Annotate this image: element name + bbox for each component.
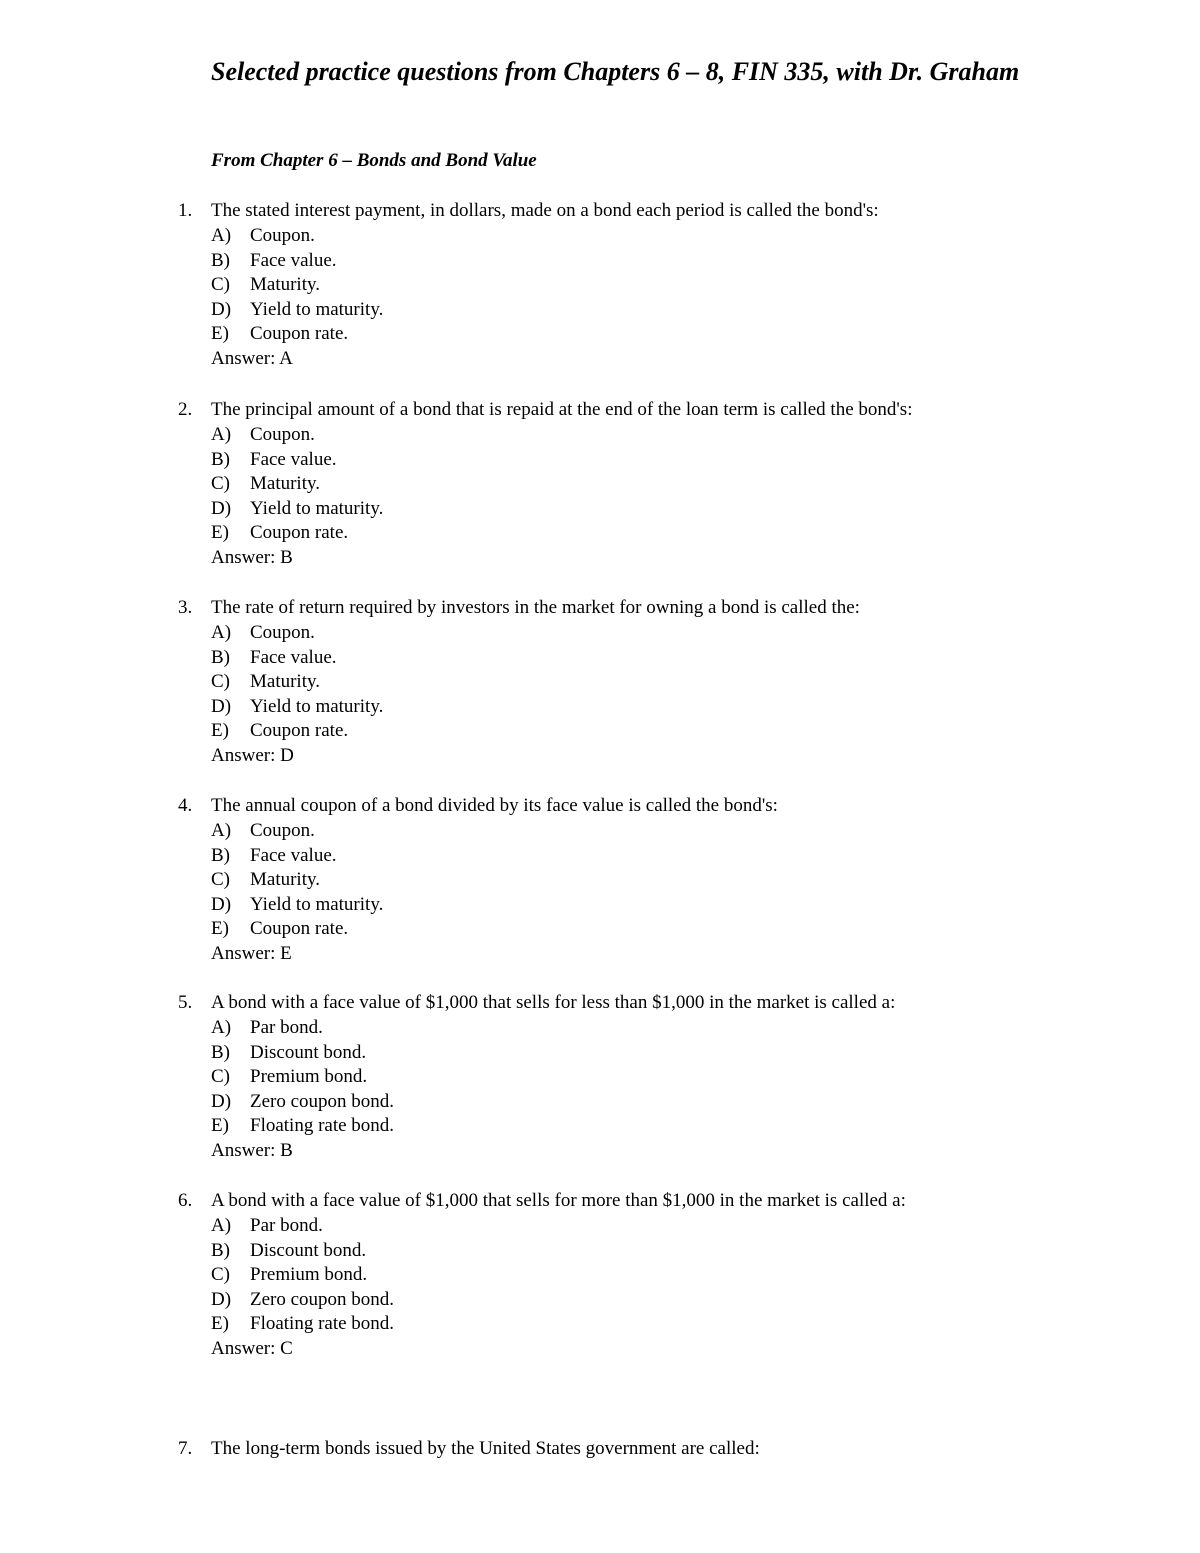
choice-option bbox=[211, 1288, 394, 1313]
question-number: 5. bbox=[178, 992, 193, 1013]
document-title: Selected practice questions from Chapters 6 – 8, FIN 335, with Dr. Graham bbox=[211, 57, 1020, 86]
choice-letter: E) bbox=[211, 1313, 229, 1334]
choice-letter: D) bbox=[211, 497, 232, 519]
choice-option bbox=[211, 893, 383, 918]
choice-text: Floating rate bond. bbox=[250, 1313, 395, 1334]
choice-option bbox=[211, 1090, 394, 1115]
choice-option bbox=[211, 1114, 394, 1139]
choice-text: Maturity. bbox=[250, 869, 321, 890]
question-text: The stated interest payment, in dollars, made on a bond each period is called the bond's: bbox=[211, 200, 879, 221]
choice-letter: B) bbox=[211, 249, 230, 271]
choice-option bbox=[211, 646, 337, 671]
choice-option bbox=[211, 1016, 323, 1041]
choice-option bbox=[211, 472, 320, 497]
choice-text: Coupon. bbox=[250, 820, 315, 841]
choice-option bbox=[211, 868, 320, 893]
choice-option bbox=[211, 448, 337, 473]
choice-option bbox=[211, 1065, 367, 1090]
choice-letter: E) bbox=[211, 918, 229, 939]
choice-letter: A) bbox=[211, 1017, 232, 1038]
choice-option bbox=[211, 1041, 366, 1066]
choice-letter: D) bbox=[211, 298, 232, 320]
answer-text: Answer: E bbox=[211, 943, 292, 964]
question-text: The annual coupon of a bond divided by its face value is called the bond's: bbox=[211, 795, 778, 816]
question-number: 2. bbox=[178, 399, 193, 420]
choice-text: Face value. bbox=[250, 646, 337, 668]
choice-text: Par bond. bbox=[250, 1215, 323, 1236]
choice-text: Yield to maturity. bbox=[250, 497, 384, 519]
choice-text: Coupon. bbox=[250, 622, 315, 643]
question-text: The long-term bonds issued by the United States government are called: bbox=[211, 1438, 760, 1459]
question-text: A bond with a face value of $1,000 that sells for less than $1,000 in the market is called a: bbox=[211, 992, 896, 1013]
choice-letter: D) bbox=[211, 695, 232, 717]
choice-option bbox=[211, 322, 348, 347]
choice-text: Face value. bbox=[250, 249, 337, 271]
choice-text: Par bond. bbox=[250, 1017, 323, 1038]
section-heading: From Chapter 6 – Bonds and Bond Value bbox=[211, 150, 537, 171]
choice-option bbox=[211, 917, 348, 942]
choice-text: Premium bond. bbox=[250, 1264, 368, 1285]
choice-text: Maturity. bbox=[250, 671, 321, 692]
choice-option bbox=[211, 819, 315, 844]
question-number: 1. bbox=[178, 200, 193, 221]
choice-letter: C) bbox=[211, 1264, 230, 1285]
question-number: 4. bbox=[178, 795, 193, 816]
choice-option bbox=[211, 621, 315, 646]
choice-option bbox=[211, 1263, 367, 1288]
choice-text: Coupon. bbox=[250, 225, 315, 246]
choice-text: Zero coupon bond. bbox=[250, 1090, 395, 1112]
answer-text: Answer: D bbox=[211, 745, 294, 766]
choice-text: Premium bond. bbox=[250, 1066, 368, 1087]
choice-letter: A) bbox=[211, 1215, 232, 1236]
choice-text: Coupon rate. bbox=[250, 522, 349, 543]
choice-option bbox=[211, 423, 315, 448]
choice-letter: A) bbox=[211, 622, 232, 643]
choice-letter: B) bbox=[211, 646, 230, 668]
choice-option bbox=[211, 670, 320, 695]
question-number: 3. bbox=[178, 597, 193, 618]
choice-letter: C) bbox=[211, 473, 230, 494]
question-text: The principal amount of a bond that is repaid at the end of the loan term is called the bond's: bbox=[211, 399, 913, 420]
choice-text: Maturity. bbox=[250, 274, 321, 295]
choice-option bbox=[211, 1312, 394, 1337]
choice-letter: E) bbox=[211, 522, 229, 543]
answer-text: Answer: B bbox=[211, 547, 293, 568]
choice-option bbox=[211, 521, 348, 546]
choice-option bbox=[211, 1214, 323, 1239]
choice-letter: C) bbox=[211, 1066, 230, 1087]
question-number: 6. bbox=[178, 1190, 193, 1211]
choice-option bbox=[211, 844, 337, 869]
choice-text: Face value. bbox=[250, 448, 337, 470]
choice-option bbox=[211, 1239, 366, 1264]
choice-letter: C) bbox=[211, 671, 230, 692]
choice-text: Yield to maturity. bbox=[250, 695, 384, 717]
answer-text: Answer: B bbox=[211, 1140, 293, 1161]
choice-letter: A) bbox=[211, 225, 232, 246]
choice-letter: B) bbox=[211, 448, 230, 470]
choice-text: Coupon rate. bbox=[250, 323, 349, 344]
answer-text: Answer: C bbox=[211, 1338, 293, 1359]
choice-letter: D) bbox=[211, 1288, 232, 1310]
choice-text: Floating rate bond. bbox=[250, 1115, 395, 1136]
choice-letter: C) bbox=[211, 869, 230, 890]
choice-letter: A) bbox=[211, 820, 232, 841]
choice-letter: D) bbox=[211, 1090, 232, 1112]
choice-text: Discount bond. bbox=[250, 1239, 367, 1261]
choice-letter: E) bbox=[211, 323, 229, 344]
choice-text: Maturity. bbox=[250, 473, 321, 494]
choice-option bbox=[211, 249, 337, 274]
choice-option bbox=[211, 497, 383, 522]
choice-text: Yield to maturity. bbox=[250, 893, 384, 915]
choice-text: Yield to maturity. bbox=[250, 298, 384, 320]
choice-text: Coupon rate. bbox=[250, 720, 349, 741]
choice-text: Face value. bbox=[250, 844, 337, 866]
choice-text: Coupon rate. bbox=[250, 918, 349, 939]
choice-letter: C) bbox=[211, 274, 230, 295]
choice-option bbox=[211, 224, 315, 249]
choice-letter: A) bbox=[211, 424, 232, 445]
choice-text: Coupon. bbox=[250, 424, 315, 445]
choice-text: Discount bond. bbox=[250, 1041, 367, 1063]
choice-option bbox=[211, 719, 348, 744]
choice-letter: E) bbox=[211, 720, 229, 741]
question-number: 7. bbox=[178, 1438, 193, 1459]
choice-letter: B) bbox=[211, 844, 230, 866]
choice-option bbox=[211, 695, 383, 720]
choice-text: Zero coupon bond. bbox=[250, 1288, 395, 1310]
question-text: A bond with a face value of $1,000 that sells for more than $1,000 in the market is called a: bbox=[211, 1190, 906, 1211]
choice-option bbox=[211, 298, 383, 323]
choice-letter: B) bbox=[211, 1041, 230, 1063]
question-text: The rate of return required by investors in the market for owning a bond is called the: bbox=[211, 597, 860, 618]
choice-letter: D) bbox=[211, 893, 232, 915]
answer-text: Answer: A bbox=[211, 348, 293, 369]
choice-letter: E) bbox=[211, 1115, 229, 1136]
choice-letter: B) bbox=[211, 1239, 230, 1261]
choice-option bbox=[211, 273, 320, 298]
